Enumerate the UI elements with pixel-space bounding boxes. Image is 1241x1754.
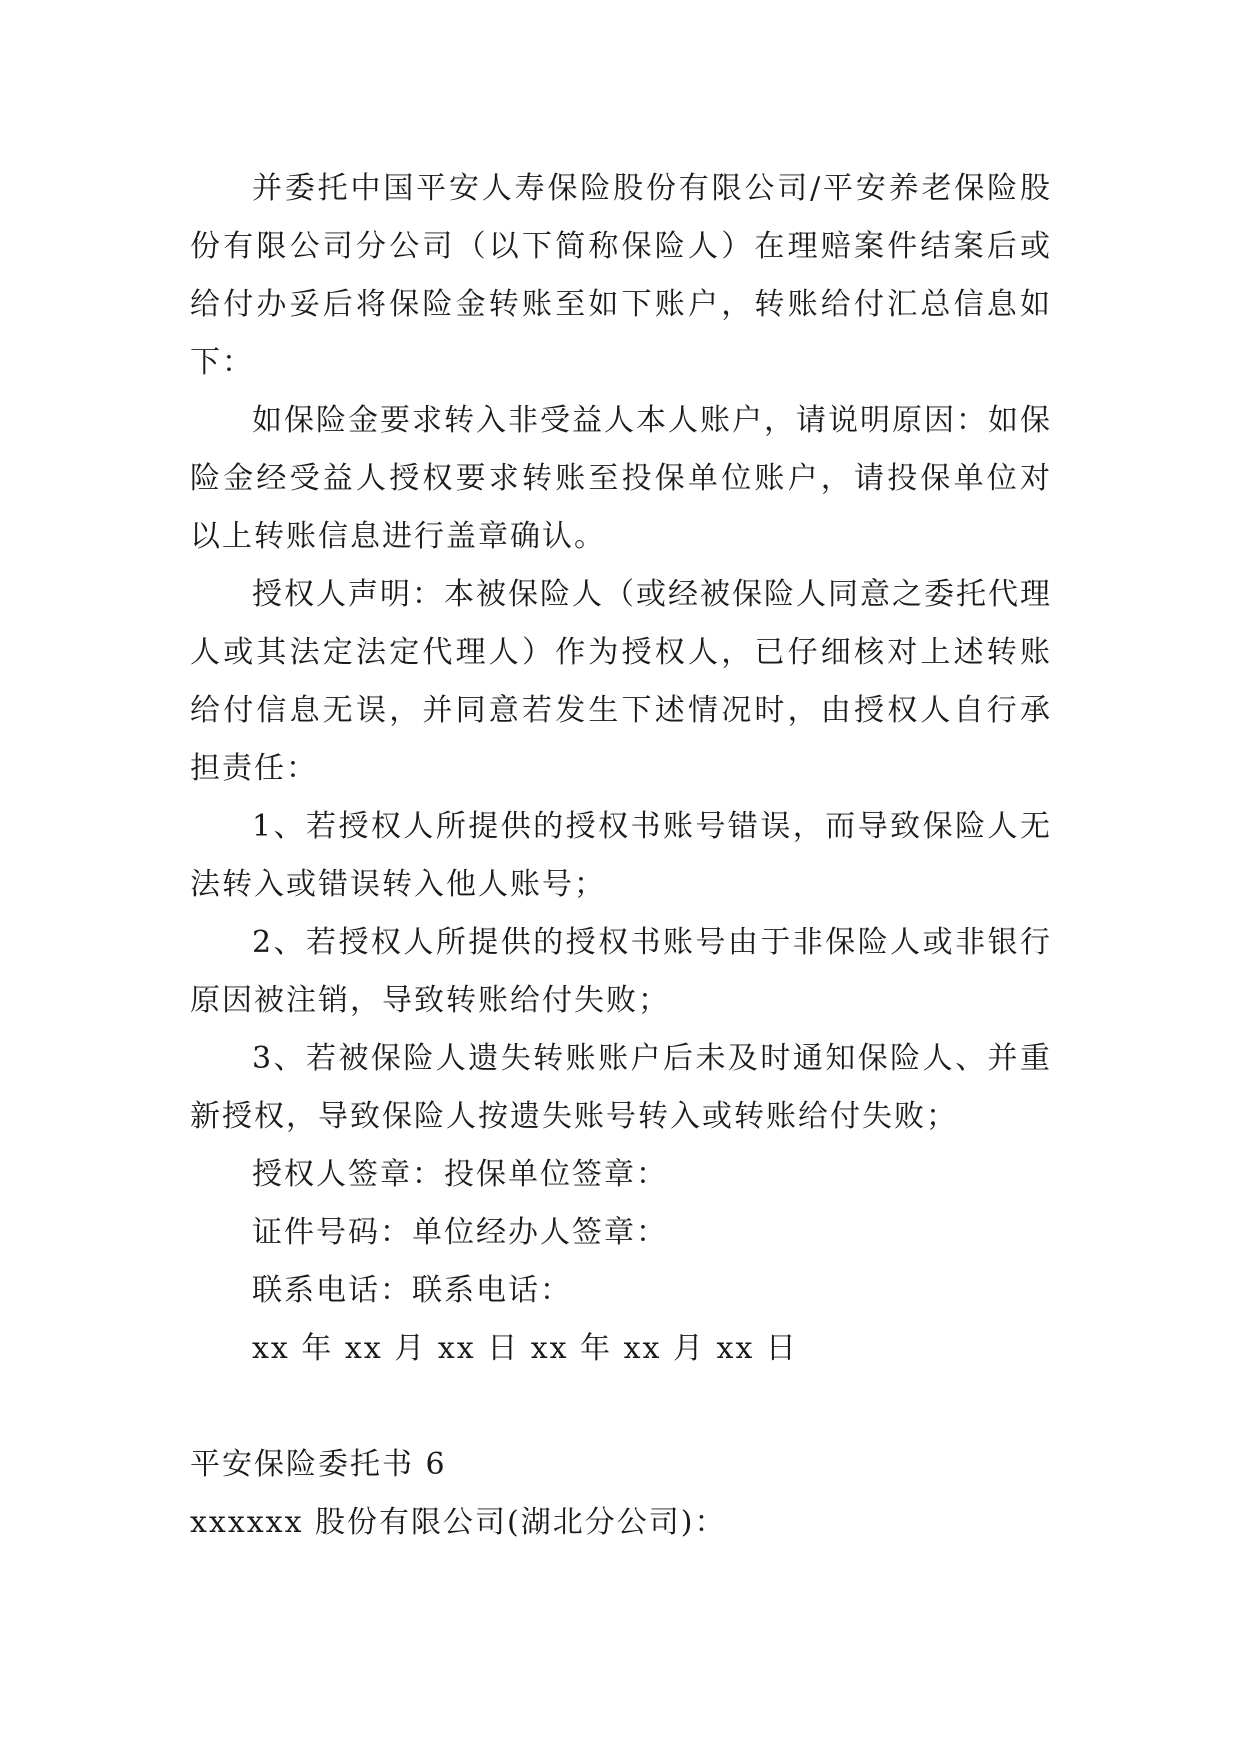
- paragraph-declaration: 授权人声明：本被保险人（或经被保险人同意之委托代理人或其法定法定代理人）作为授权人，已仔细核对上述转账给付信息无误，并同意若发生下述情况时，由授权人自行承担责任：: [190, 577, 1052, 786]
- phone-line: 联系电话：联系电话：: [252, 1273, 572, 1308]
- section-spacer: [190, 1378, 1052, 1436]
- paragraph-item-3: 3、若被保险人遗失转账账户后未及时通知保险人、并重新授权，导致保险人按遗失账号转入或转账给付失败；: [190, 1041, 1052, 1134]
- section-title: 平安保险委托书 6: [190, 1447, 447, 1482]
- date-line: xx 年 xx 月 xx 日 xx 年 xx 月 xx 日: [252, 1331, 798, 1366]
- paragraph-transfer-reason: 如保险金要求转入非受益人本人账户，请说明原因：如保险金经受益人授权要求转账至投保单位账户，请投保单位对以上转账信息进行盖章确认。: [190, 403, 1052, 554]
- paragraph-item-2: 2、若授权人所提供的授权书账号由于非保险人或非银行原因被注销，导致转账给付失败；: [190, 925, 1052, 1018]
- paragraph-item-1: 1、若授权人所提供的授权书账号错误，而导致保险人无法转入或错误转入他人账号；: [190, 809, 1052, 902]
- addressee: xxxxxx 股份有限公司(湖北分公司)：: [190, 1505, 727, 1540]
- signature-line: 授权人签章：投保单位签章：: [252, 1157, 668, 1192]
- id-number-line: 证件号码：单位经办人签章：: [252, 1215, 668, 1250]
- document-body: [190, 160, 1052, 1552]
- paragraph-entrustment: 并委托中国平安人寿保险股份有限公司/平安养老保险股份有限公司分公司（以下简称保险人）在理赔案件结案后或给付办妥后将保险金转账至如下账户，转账给付汇总信息如下：: [190, 171, 1052, 380]
